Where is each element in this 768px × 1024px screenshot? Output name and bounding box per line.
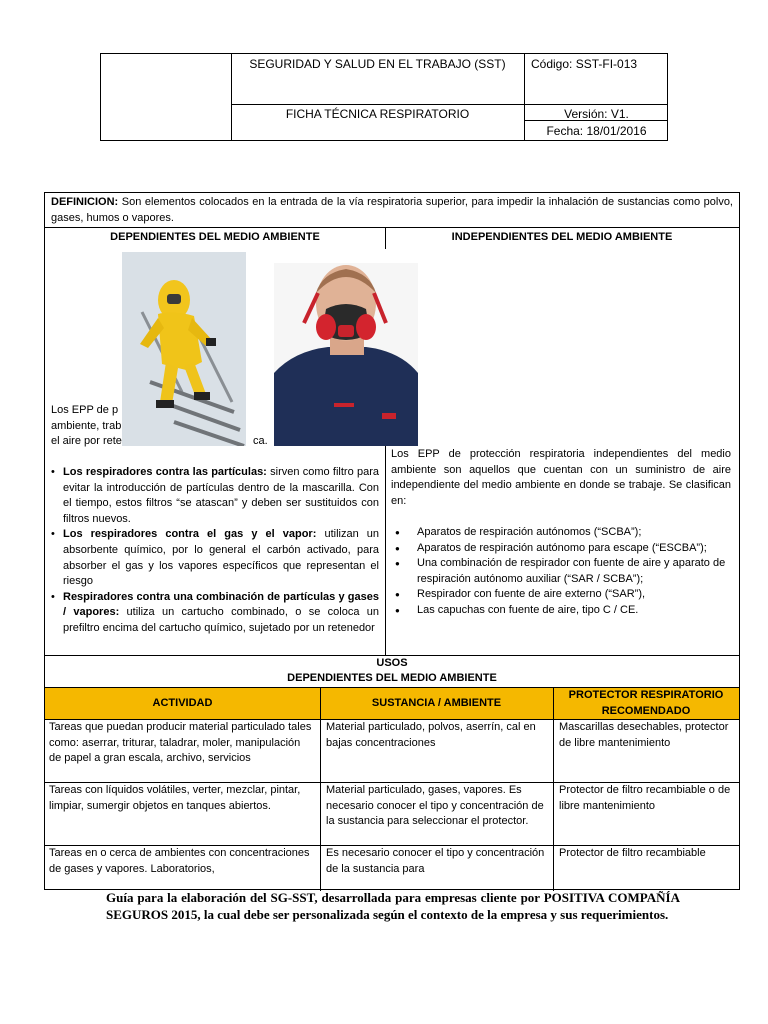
document-header-table	[100, 53, 668, 141]
definition-body: Son elementos colocados en la entrada de la vía respiratoria superior, para impedir la inhalación de sustancias como polvo, gases, humos o vapores.	[51, 196, 733, 224]
divider	[385, 443, 386, 655]
list-item: ● Respirador con fuente de aire externo (“SAR”),	[391, 587, 735, 603]
table-cell: Mascarillas desechables, protector de libre mantenimiento	[559, 721, 729, 749]
list-item: • Los respiradores contra el gas y el vapor: utilizan un absorbente químico, por lo general el carbón activado, para absorber el gas y los vapores específicos que representan el riesgo	[51, 527, 379, 589]
header-date: Fecha: 18/01/2016	[546, 124, 647, 138]
list-item: • Respiradores contra una combinación de partículas y gases / vapores: utiliza un cartucho combinado, o se coloca un prefiltro encima del cartucho químico, sujetado por un retenedor	[51, 590, 379, 637]
hazmat-suit-photo	[122, 252, 246, 446]
header-version: Versión: V1.	[564, 107, 629, 121]
table-cell: Tareas que puedan producir material particulado tales como: aserrar, triturar, taladrar, moler, manipulación de papel a gran escala, archivo, servicios	[49, 721, 312, 765]
column-header-protector: PROTECTOR RESPIRATORIO RECOMENDADO	[568, 689, 724, 717]
respirator-mask-photo	[274, 263, 418, 446]
uses-subtitle: DEPENDIENTES DEL MEDIO AMBIENTE	[287, 672, 497, 684]
list-item: ● Las capuchas con fuente de aire, tipo C / CE.	[391, 603, 735, 619]
header-title: SEGURIDAD Y SALUD EN EL TRABAJO (SST)	[249, 57, 506, 71]
header-code: Código: SST-FI-013	[531, 57, 638, 71]
list-item: ● Aparatos de respiración autónomos (“SCBA”);	[391, 525, 735, 541]
footer-note: Guía para la elaboración del SG-SST, desarrollada para empresas cliente por POSITIVA COMPAÑÍA SEGUROS 2015, la cual debe ser personalizada según el contexto de la empresa y sus requerimientos.	[106, 890, 680, 922]
divider	[320, 687, 321, 891]
list-item: • Los respiradores contra las partículas: sirven como filtro para evitar la introducción de partículas dentro de la mascarilla. Con el tiempo, estos filtros “se atascan” y deben ser sustituidos con filtros nuevos.	[51, 465, 379, 527]
table-cell: Protector de filtro recambiable	[559, 847, 706, 859]
header-subtitle: FICHA TÉCNICA RESPIRATORIO	[285, 107, 470, 121]
header-divider	[231, 104, 667, 105]
dependent-heading: DEPENDIENTES DEL MEDIO AMBIENTE	[110, 231, 320, 243]
table-cell: Tareas en o cerca de ambientes con concentraciones de gases y vapores. Laboratorios,	[49, 847, 310, 875]
divider	[45, 227, 739, 228]
independent-heading: INDEPENDIENTES DEL MEDIO AMBIENTE	[451, 231, 673, 243]
uses-title: USOS	[376, 657, 408, 669]
definition-label: DEFINICION:	[51, 196, 119, 208]
table-cell: Protector de filtro recambiable o de libre mantenimiento	[559, 784, 731, 812]
column-header-activity: ACTIVIDAD	[152, 697, 213, 709]
table-cell: Es necesario conocer el tipo y concentración de la sustancia para	[326, 847, 545, 875]
dependent-intro: Los EPP de p ambiente, trab el aire por rete ca.	[51, 404, 268, 448]
table-cell: Material particulado, polvos, aserrín, cal en bajas concentraciones	[326, 721, 536, 749]
table-cell: Tareas con líquidos volátiles, verter, mezclar, pintar, limpiar, sumergir objetos en tanques abiertos.	[49, 784, 301, 812]
column-header-substance: SUSTANCIA / AMBIENTE	[371, 697, 502, 709]
independent-list	[391, 525, 735, 619]
list-item: ● Una combinación de respirador con fuente de aire y aparato de respiración autónomo auxiliar (“SAR / SCBA”);	[391, 556, 735, 587]
definition-text	[51, 195, 733, 226]
divider	[553, 687, 554, 891]
list-item: ● Aparatos de respiración autónomo para escape (“ESCBA”);	[391, 541, 735, 557]
dependent-list	[51, 465, 379, 637]
table-cell: Material particulado, gases, vapores. Es necesario conocer el tipo y concentración de la sustancia para seleccionar el protector.	[326, 784, 544, 828]
independent-intro: Los EPP de protección respiratoria independientes del medio ambiente son aquellos que cuentan con un suministro de aire independiente del medio ambiente en donde se trabaje. Se clasifican en:	[391, 448, 731, 507]
